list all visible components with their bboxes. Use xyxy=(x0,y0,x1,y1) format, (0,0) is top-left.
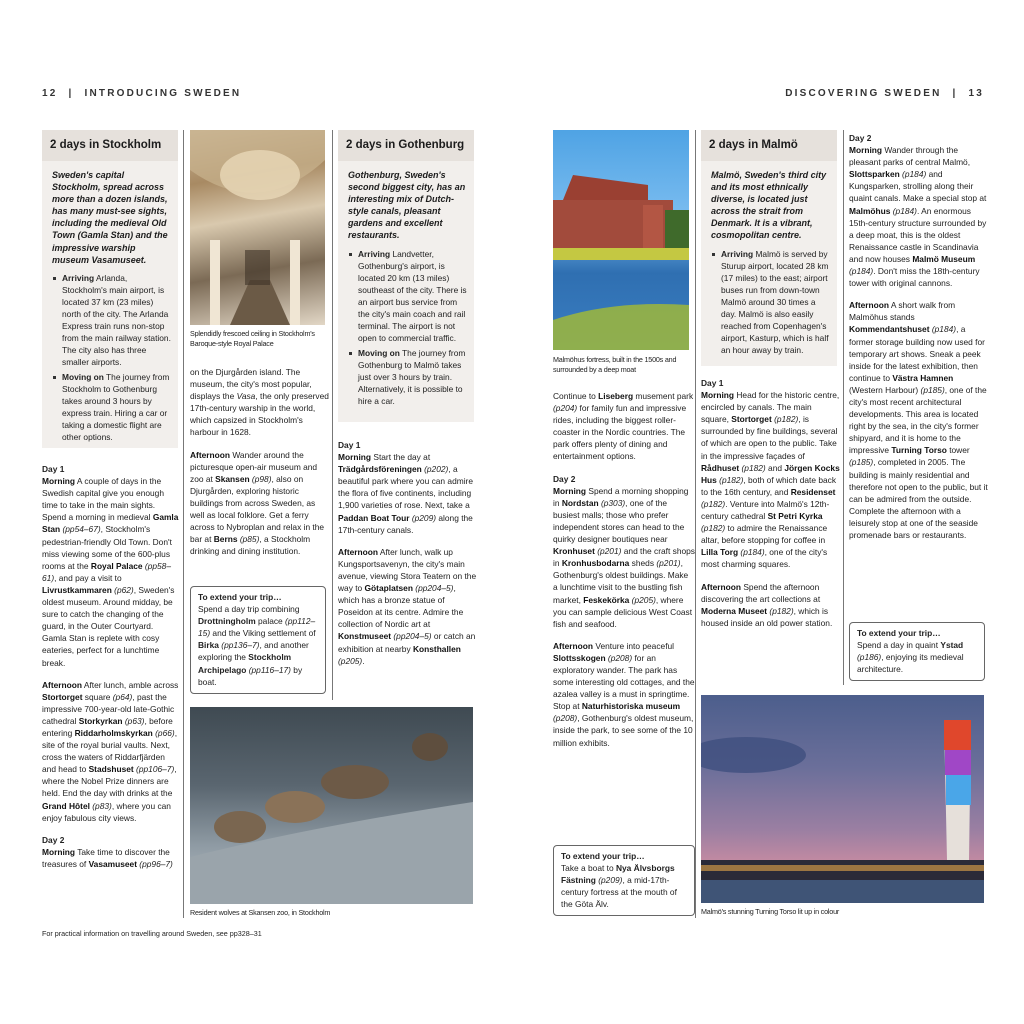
right-page-number: 13 xyxy=(968,88,984,99)
royal-palace-caption: Splendidly frescoed ceiling in Stockholm's Baroque-style Royal Palace xyxy=(190,329,315,348)
turning-torso-illustration xyxy=(701,695,984,903)
malmo-arriving: Arriving Malmö is served by Sturup airport, located 28 km (17 miles) to the east; airport buses run from down-town Malmö around 30 times a day. Malmö is also easily reached from Copenhagen's airport, Kasturp, which is half an hour away by train. xyxy=(711,248,831,356)
left-section-title: INTRODUCING SWEDEN xyxy=(84,88,242,99)
column-divider xyxy=(843,130,844,685)
gothenburg-day2-afternoon: Afternoon Venture into peaceful Slottsskogen (p208) for an exploratory wander. The park has some interesting old cottages, and the azalea valley is a must in springtime. Stop at Naturhistoriska museum (p208), Gothenburg's oldest museum, inside the park, to see some of the 10 million exhibits. xyxy=(553,640,695,748)
gothenburg-extend-box: To extend your trip… Take a boat to Nya Älvsborgs Fästning (p209), a mid-17th-century fortress at the mouth of the Göta Älv. xyxy=(553,845,695,916)
malmo-itinerary-col2 xyxy=(849,132,989,551)
palace-ceiling-illustration xyxy=(190,130,325,325)
wolves-caption: Resident wolves at Skansen zoo, in Stockholm xyxy=(190,908,331,917)
gothenburg-day1-afternoon: Afternoon After lunch, walk up Kungsportsavenyn, the city's main avenue, viewing Stora Teatern on the way to Götaplatsen (pp204–5), which has a bronze statue of Poseidon at its centre. Admire the collection of Nordic art at Konstmuseet (pp204–5) or catch an exhibition at nearby Konsthallen (p205). xyxy=(338,546,477,666)
stockholm-day1-afternoon: Afternoon After lunch, amble across Stortorget square (p64), past the impressive 700-year-old late-Gothic cathedral Storkyrkan (p63), before entering Riddarholmskyrkan (p66), site of the royal burial vaults. Next, cross the waters of Riddarfjärden and head to Stadshuset (pp106–7), where the Nobel Prize dinners are held. End the day with drinks at the Grand Hôtel (p83), where you can enjoy fabulous city views. xyxy=(42,679,179,823)
malmo-intro: Malmö, Sweden's third city and its most ethnically diverse, is located just across the strait from Denmark. It is a vibrant, cosmopolitan centre. xyxy=(711,170,827,241)
gothenburg-arriving: Arriving Landvetter, Gothenburg's airport, is located 20 km (13 miles) southeast of the city. There is an airport bus service from the city's main coach and rail terminal. The airport is not open to commercial traffic. xyxy=(348,248,468,344)
stockholm-bullets xyxy=(42,270,178,452)
malmo-info-panel xyxy=(701,130,837,366)
footer-note: For practical information on travelling around Sweden, see pp328–31 xyxy=(42,929,262,938)
gothenburg-day1-continue: Continue to Liseberg musement park (p204) for family fun and impressive rides, including the biggest roller-coaster in the Nordic countries. The park offers plenty of dining and entertainment options. xyxy=(553,391,694,462)
stockholm-arriving: Arriving Arlanda, Stockholm's main airport, is located 37 km (23 miles) north of the city. The Arlanda Express train runs non-stop from the main railway station. The city also has three smaller airports. xyxy=(52,272,172,368)
gothenburg-intro: Gothenburg, Sweden's second biggest city, has an interesting mix of Dutch-style canals, pleasant gardens and excellent restaurants. xyxy=(348,170,466,241)
gothenburg-bullets xyxy=(338,246,474,416)
malmo-day1-afternoon: Afternoon Spend the afternoon discovering the art collections at Moderna Museet (p182), which is housed inside an old power station. xyxy=(701,581,833,628)
extend-title: To extend your trip… xyxy=(857,628,941,638)
stockholm-extend-box: To extend your trip… Spend a day trip combining Drottningholm palace (pp112–15) and the Viking settlement of Birka (pp136–7), and another exploring the Stockholm Archipelago (pp116–17) by boat. xyxy=(190,586,326,694)
malmo-day2-morning: Day 2 Morning Wander through the pleasant parks of central Malmö, Slottsparken (p184) and Kungsparken, strolling along their quaint canals. Make a special stop at Malmöhus (p184). An enormous 15th-century structure surrounded by a deep moat, this is the oldest Renaissance castle in Scandinavia and now houses Malmö Museum (p184). Don't miss the 18th-century tower with original cannons. xyxy=(849,133,987,289)
left-page-number: 12 xyxy=(42,88,58,99)
right-running-head xyxy=(785,88,984,99)
gothenburg-info-panel xyxy=(338,130,474,422)
malmohus-caption: Malmöhus fortress, built in the 1500s and surrounded by a deep moat xyxy=(553,355,677,374)
left-running-head xyxy=(42,88,241,99)
gothenburg-itinerary-col2 xyxy=(553,390,695,759)
stockholm-title: 2 days in Stockholm xyxy=(42,130,178,161)
malmo-extend-box: To extend your trip… Spend a day in quaint Ystad (p186), enjoying its medieval architecture. xyxy=(849,622,985,681)
malmo-title: 2 days in Malmö xyxy=(701,130,837,161)
stockholm-day2-morning-start: Day 2 Morning Take time to discover the treasures of Vasamuseet (pp96–7) xyxy=(42,834,173,869)
head-separator: | xyxy=(952,88,958,99)
gothenburg-day2-morning: Day 2 Morning Spend a morning shopping in Nordstan (p303), one of the busiest malls; those who prefer independent stores can head to the quirky designer boutiques near Kronhuset (p201) and the craft shops in Kronhusbodarna sheds (p201), Gothenburg's oldest buildings. Make a lunchtime visit to the bustling fish market, Feskekörka (p205), where you can sample delicious West Coast fish and seafood. xyxy=(553,473,695,629)
column-divider xyxy=(332,130,333,700)
extend-title: To extend your trip… xyxy=(198,592,282,602)
gothenburg-moving-on: Moving on The journey from Gothenburg to Malmö takes just over 3 hours by train. Alternatively, it is possible to hire a car. xyxy=(348,347,468,407)
column-divider xyxy=(695,130,696,918)
head-separator: | xyxy=(68,88,74,99)
malmo-bullets xyxy=(701,246,837,365)
stockholm-day2-morning-cont: on the Djurgården island. The museum, the city's most popular, displays the Vasa, the only preserved 17th-century warship in the world, which capsized in Stockholm's harbour in 1628. xyxy=(190,367,329,438)
skansen-wolves-photo xyxy=(190,707,473,904)
stockholm-info-panel xyxy=(42,130,178,448)
gothenburg-itinerary-col1 xyxy=(338,439,478,677)
stockholm-itinerary-col1 xyxy=(42,463,180,880)
malmo-day1-morning: Day 1 Morning Head for the historic centre, encircled by canals. The main square, Stortorget (p182), is surrounded by fine buildings, several of which are open to the public. Take in the impressive façades of Rådhuset (p182) and Jörgen Kocks Hus (p182), both of which date back to the 16th century, and Residenset (p182). Venture into Malmö's 12th-century cathedral St Petri Kyrka (p182) to admire the Renaissance altar, before stopping for coffee in Lilla Torg (p184), one of the city's most charming squares. xyxy=(701,378,840,570)
right-section-title: DISCOVERING SWEDEN xyxy=(785,88,942,99)
malmohus-fortress-photo xyxy=(553,130,689,350)
stockholm-intro: Sweden's capital Stockholm, spread across more than a dozen islands, has many must-see sights, including the medieval Old Town (Gamla Stan) and the impressive warship museum Vasamuseet. xyxy=(52,170,168,265)
column-divider xyxy=(183,130,184,918)
stockholm-day2-afternoon: Afternoon Wander around the picturesque open-air museum and zoo at Skansen (p98), also on Djurgården, exploring historic buildings from across Sweden, as well as local folklore. Get a ferry across to Nybroplan and relax in the bar at Berns (p85), a Stockholm drinking and dining institution. xyxy=(190,449,325,557)
wolves-illustration xyxy=(190,707,473,904)
stockholm-day1-morning: Day 1 Morning A couple of days in the Swedish capital give you enough time to take in the main sights. Spend a morning in medieval Gamla Stan (pp54–67), Stockholm's pedestrian-friendly Old Town. Don't miss viewing some of the 600-plus rooms at the Royal Palace (pp58–61), and pay a visit to Livrustkammaren (p62), Sweden's oldest museum. Around midday, be sure to catch the changing of the guard, in the Outer Courtyard. Gamla Stan is replete with cosy eateries, perfect for a lunchtime break. xyxy=(42,464,179,668)
gothenburg-day1-morning: Day 1 Morning Start the day at Trädgårdsföreningen (p202), a beautiful park where you can admire the flora of five continents, including 1,900 varieties of rose. Next, take a Paddan Boat Tour (p209) along the 17th-century canals. xyxy=(338,440,474,535)
stockholm-itinerary-col2 xyxy=(190,366,330,567)
royal-palace-photo xyxy=(190,130,325,325)
extend-title: To extend your trip… xyxy=(561,851,645,861)
fortress-illustration xyxy=(553,130,689,350)
turning-torso-photo xyxy=(701,695,984,903)
turning-torso-caption: Malmö's stunning Turning Torso lit up in colour xyxy=(701,907,840,916)
stockholm-moving-on: Moving on The journey from Stockholm to Gothenburg takes around 3 hours by express train. Hiring a car or taking a domestic flight are other options. xyxy=(52,371,172,443)
malmo-day2-afternoon: Afternoon A short walk from Malmöhus stands Kommendantshuset (p184), a former storage building now used for temporary art shows. Sneak a peek inside for the latest exhibition, then continue to Västra Hamnen (Western Harbour) (p185), one of the city's most recent architectural developments. This area is located right by the sea, in the city's former shipyard, and it is home to the impressive Turning Torso tower (p185), completed in 2005. The building is mainly residential and therefore not open to the public, but it can be admired from the outside. Complete the afternoon with a leisurely stop at one of the seaside promenade bars or restaurants. xyxy=(849,300,988,540)
gothenburg-title: 2 days in Gothenburg xyxy=(338,130,474,161)
malmo-itinerary-col1 xyxy=(701,377,841,639)
